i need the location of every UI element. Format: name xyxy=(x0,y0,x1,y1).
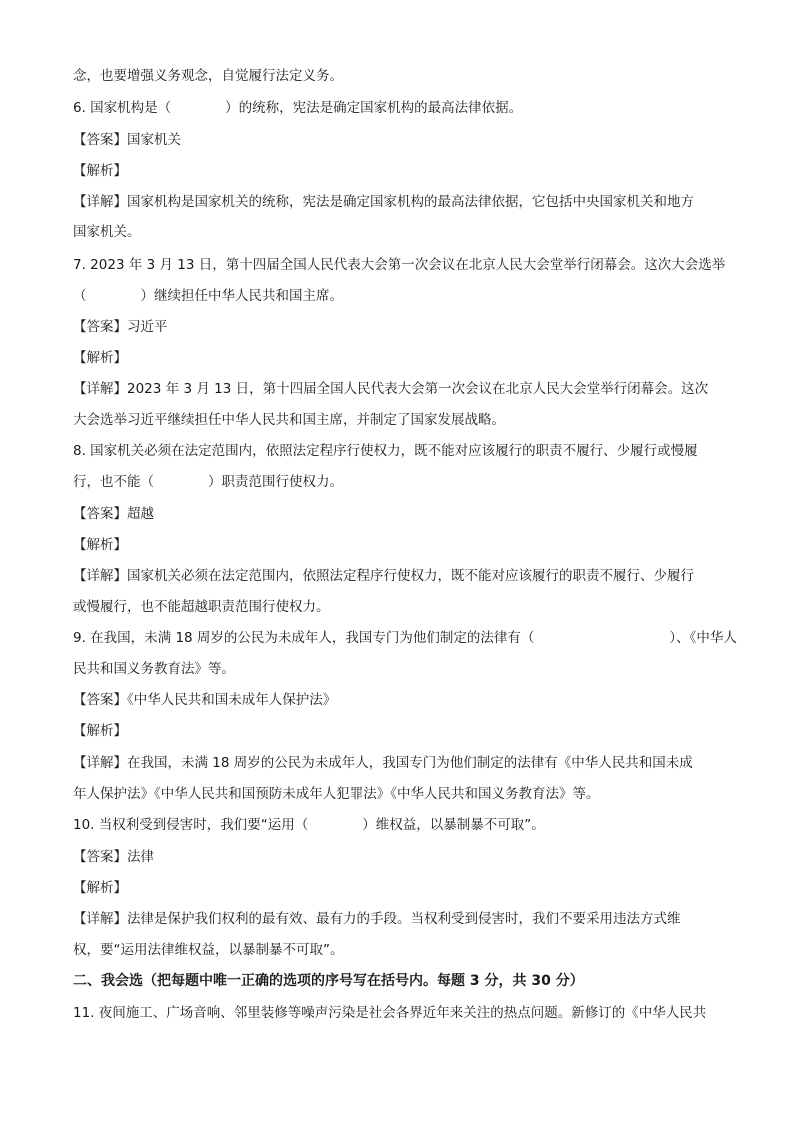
question-7-line1: 7. 2023 年 3 月 13 日，第十四届全国人民代表大会第一次会议在北京人民大会堂举行闭幕会。这次大会选举 xyxy=(73,257,726,273)
question-6: 6. 国家机构是（ ）的统称，宪法是确定国家机构的最高法律依据。 xyxy=(73,100,523,116)
question-7-line2: （ ）继续担任中华人民共和国主席。 xyxy=(73,288,343,304)
question-9-line2: 民共和国义务教育法》等。 xyxy=(73,661,235,677)
detail-7-line1: 【详解】2023 年 3 月 13 日，第十四届全国人民代表大会第一次会议在北京人民大会堂举行闭幕会。这次 xyxy=(73,381,709,397)
question-9-line1: 9. 在我国，未满 18 周岁的公民为未成年人，我国专门为他们制定的法律有（ ）、《中华人 xyxy=(73,630,737,646)
detail-7-line2: 大会选举习近平继续担任中华人民共和国主席，并制定了国家发展战略。 xyxy=(73,412,505,428)
analysis-label-6: 【解析】 xyxy=(73,163,127,179)
detail-6-line1: 【详解】国家机构是国家机关的统称，宪法是确定国家机构的最高法律依据，它包括中央国家机关和地方 xyxy=(73,194,694,210)
answer-6: 【答案】国家机关 xyxy=(73,132,181,148)
detail-10-line2: 权，要“运用法律维权益，以暴制暴不可取”。 xyxy=(73,942,344,958)
analysis-label-7: 【解析】 xyxy=(73,350,127,366)
analysis-label-8: 【解析】 xyxy=(73,537,127,553)
text-line: 念，也要增强义务观念，自觉履行法定义务。 xyxy=(73,68,343,84)
detail-8-line1: 【详解】国家机关必须在法定范围内，依照法定程序行使权力，既不能对应该履行的职责不履行、少履行 xyxy=(73,568,694,584)
detail-8-line2: 或慢履行，也不能超越职责范围行使权力。 xyxy=(73,599,330,615)
answer-8: 【答案】超越 xyxy=(73,506,154,522)
question-8-line1: 8. 国家机关必须在法定范围内，依照法定程序行使权力，既不能对应该履行的职责不履行、少履行或慢履 xyxy=(73,443,698,459)
detail-9-line2: 年人保护法》《中华人民共和国预防未成年人犯罪法》《中华人民共和国义务教育法》等。 xyxy=(73,786,600,802)
answer-9: 【答案】《中华人民共和国未成年人保护法》 xyxy=(73,692,337,708)
detail-6-line2: 国家机关。 xyxy=(73,224,141,240)
analysis-label-9: 【解析】 xyxy=(73,723,127,739)
question-10: 10. 当权利受到侵害时，我们要“运用（ ）维权益，以暴制暴不可取”。 xyxy=(73,817,545,833)
section-heading: 二、我会选（把每题中唯一正确的选项的序号写在括号内。每题 3 分，共 30 分） xyxy=(73,973,584,989)
answer-10: 【答案】法律 xyxy=(73,849,154,865)
question-11-line1: 11. 夜间施工、广场音响、邻里装修等噪声污染是社会各界近年来关注的热点问题。新修订的《中华人民共 xyxy=(73,1005,707,1021)
question-8-line2: 行，也不能（ ）职责范围行使权力。 xyxy=(73,474,343,490)
detail-10-line1: 【详解】法律是保护我们权利的最有效、最有力的手段。当权利受到侵害时，我们不要采用违法方式维 xyxy=(73,911,681,927)
detail-9-line1: 【详解】在我国，未满 18 周岁的公民为未成年人，我国专门为他们制定的法律有《中华人民共和国未成 xyxy=(73,755,693,771)
analysis-label-10: 【解析】 xyxy=(73,880,127,896)
answer-7: 【答案】习近平 xyxy=(73,319,168,335)
